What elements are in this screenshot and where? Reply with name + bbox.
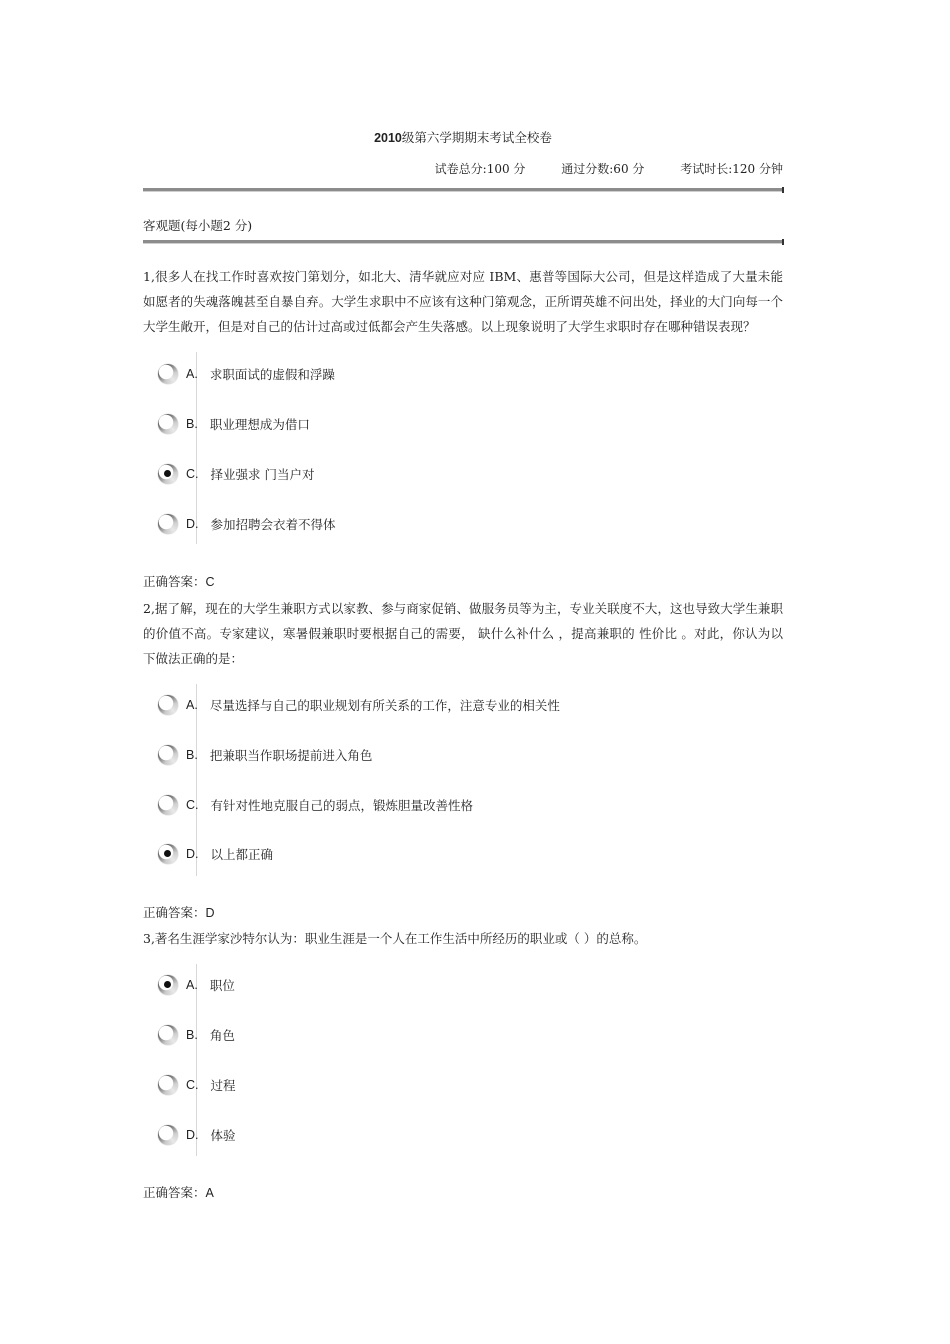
question-1-answer [143, 572, 215, 590]
radio-unchecked-icon[interactable] [158, 1025, 178, 1045]
option-letter: C. [186, 467, 199, 481]
question-2-option-a[interactable] [158, 691, 560, 719]
total-score: 试卷总分:100 分 [434, 162, 526, 176]
divider-section [143, 240, 783, 244]
radio-unchecked-icon[interactable] [158, 364, 178, 384]
option-letter: C. [186, 1078, 199, 1092]
option-text: 有针对性地克服自己的弱点，锻炼胆量改善性格 [210, 798, 474, 813]
radio-unchecked-icon[interactable] [158, 795, 178, 815]
radio-checked-icon[interactable] [158, 464, 178, 484]
title-year: 2010 [374, 131, 402, 145]
radio-checked-icon[interactable] [158, 975, 178, 995]
question-3-option-a[interactable] [158, 971, 235, 999]
option-text: 以上都正确 [210, 847, 274, 862]
question-3-answer [143, 1183, 214, 1201]
question-1-text: 1,很多人在找工作时喜欢按门第划分，如北大、清华就应对应 IBM、惠普等国际大公司，但是这样造成了大量未能如愿者的失魂落魄甚至自暴自弃。大学生求职中不应该有这种门第观念，正所谓英雄不问出处，择业的大门向每一个大学生敞开，但是对自己的估计过高或过低都会产生失落感。以上现象说明了大学生求职时存在哪种错误表现？ [143, 269, 783, 334]
exam-duration: 考试时长:120 分钟 [680, 162, 783, 176]
option-text: 体验 [210, 1128, 236, 1143]
radio-unchecked-icon[interactable] [158, 514, 178, 534]
answer-label: 正确答案： [143, 1185, 206, 1200]
option-text: 求职面试的虚假和浮躁 [209, 367, 335, 382]
question-2-answer [143, 903, 215, 921]
option-letter: B. [186, 748, 198, 762]
question-2-text: 2,据了解，现在的大学生兼职方式以家教、参与商家促销、做服务员等为主，专业关联度不大，这也导致大学生兼职的价值不高。专家建议，寒暑假兼职时要根据自己的需要， 缺什么补什么 ，提高兼职的 性价比 。对此，你认为以下做法正确的是： [143, 601, 783, 666]
radio-unchecked-icon[interactable] [158, 745, 178, 765]
radio-unchecked-icon[interactable] [158, 414, 178, 434]
answer-label: 正确答案： [143, 574, 206, 589]
option-letter: D. [186, 1128, 199, 1142]
answer-value: A [205, 1186, 214, 1200]
answer-label: 正确答案： [143, 905, 206, 920]
option-text: 参加招聘会衣着不得体 [210, 517, 336, 532]
option-letter: A. [186, 698, 198, 712]
question-3-text: 3,著名生涯学家沙特尔认为：职业生涯是一个人在工作生活中所经历的职业或（ ）的总称。 [143, 931, 647, 946]
exam-title [143, 128, 783, 146]
divider-top [143, 188, 783, 192]
option-text: 职业理想成为借口 [209, 417, 310, 432]
option-text: 择业强求 门当户对 [210, 467, 315, 482]
question-1-option-d[interactable] [158, 510, 336, 538]
question-2-option-b[interactable] [158, 741, 372, 769]
option-text: 过程 [210, 1078, 236, 1093]
exam-meta [403, 160, 783, 177]
option-text: 尽量选择与自己的职业规划有所关系的工作，注意专业的相关性 [209, 698, 560, 713]
question-2-option-d[interactable] [158, 840, 273, 868]
question-1-option-c[interactable] [158, 460, 314, 488]
title-text: 级第六学期期末考试全校卷 [401, 130, 552, 145]
answer-value: D [205, 906, 215, 920]
question-3-option-b[interactable] [158, 1021, 235, 1049]
radio-unchecked-icon[interactable] [158, 695, 178, 715]
radio-unchecked-icon[interactable] [158, 1075, 178, 1095]
question-1-option-b[interactable] [158, 410, 310, 438]
radio-unchecked-icon[interactable] [158, 1125, 178, 1145]
option-text: 角色 [209, 1028, 235, 1043]
option-letter: D. [186, 517, 199, 531]
option-letter: B. [186, 1028, 198, 1042]
question-3-option-d[interactable] [158, 1121, 236, 1149]
pass-score: 通过分数:60 分 [561, 162, 645, 176]
question-3-option-c[interactable] [158, 1071, 236, 1099]
option-text: 把兼职当作职场提前进入角色 [209, 748, 373, 763]
section-label: 客观题(每小题2 分) [143, 218, 253, 233]
radio-checked-icon[interactable] [158, 844, 178, 864]
option-letter: C. [186, 798, 199, 812]
question-2-option-c[interactable] [158, 791, 473, 819]
option-letter: D. [186, 847, 199, 861]
option-letter: A. [186, 978, 198, 992]
option-letter: B. [186, 417, 198, 431]
option-letter: A. [186, 367, 198, 381]
question-1-option-a[interactable] [158, 360, 335, 388]
option-text: 职位 [209, 978, 235, 993]
answer-value: C [205, 575, 215, 589]
